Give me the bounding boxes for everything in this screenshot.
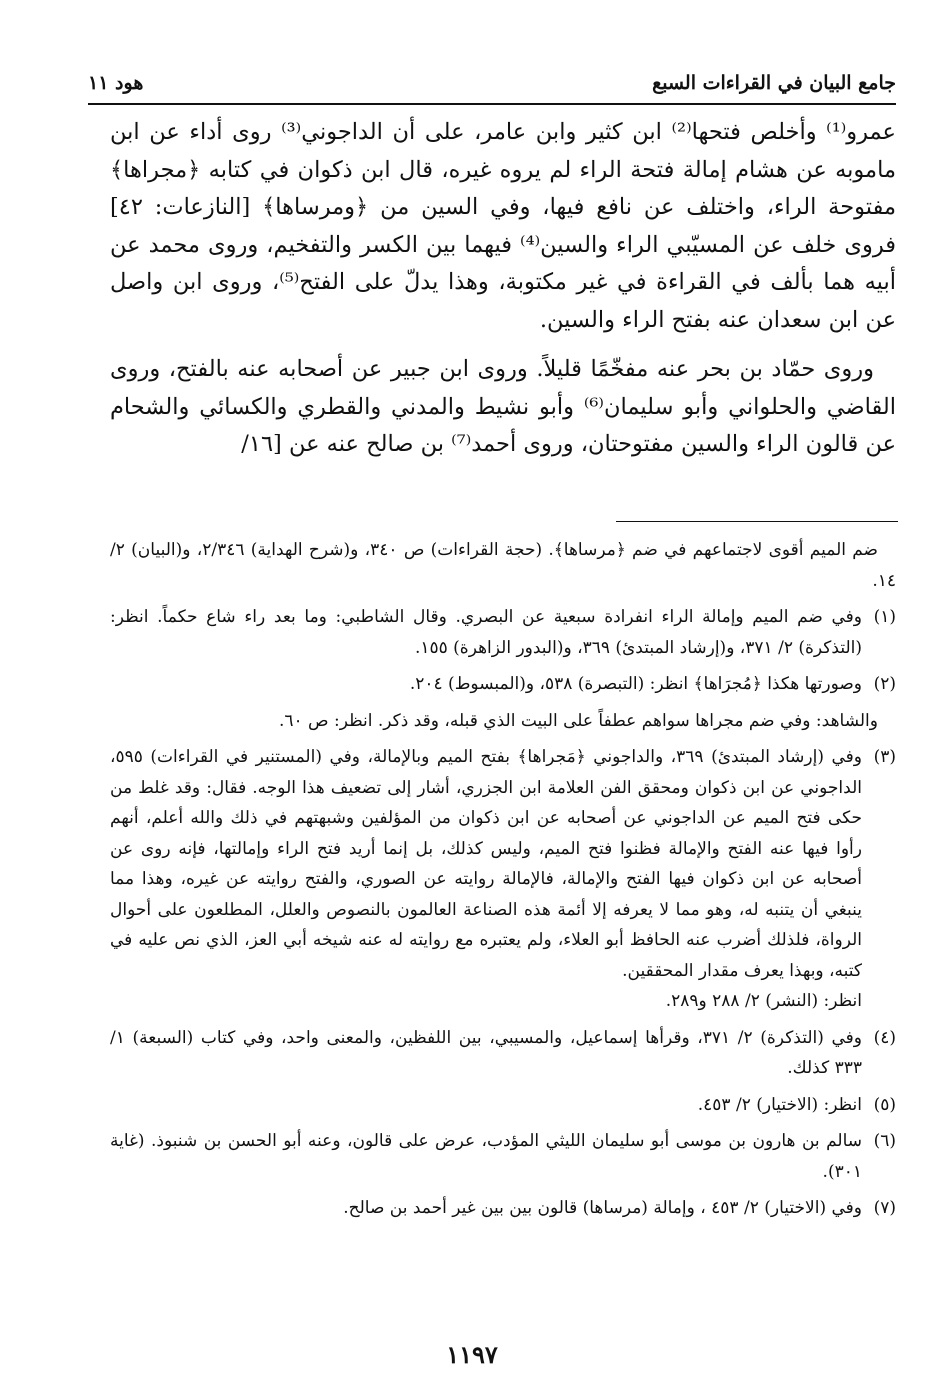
footnote-number: (٧): [873, 1198, 896, 1218]
footnote-2-witness: والشاهد: وفي ضم مجراها سواهم عطفاً على البيت الذي قبله، وقد ذكر. انظر: ص ٦٠.: [278, 710, 878, 731]
footnote-5: [110, 1090, 896, 1121]
footnotes: [110, 535, 896, 1230]
footnote-7: [110, 1193, 896, 1224]
page-number: ١١٩٧: [446, 1340, 498, 1369]
footnote-continuation: ضم الميم أقوى لاجتماعهم في ضم ﴿مرساها﴾. (حجة القراءات) ص ٣٤٠، و(شرح الهداية) ٢/٣٤٦، و(البيان) ٢/ ١٤.: [110, 540, 896, 591]
paragraph-2: وروى حمّاد بن بحر عنه مفخّمًا قليلاً. وروى ابن جبير عن أصحابه عنه بالفتح، وروى القاضي والحلواني وأبو سليمان⁽⁶⁾ وأبو نشيط والمدني والقطري والكسائي والشحام عن قالون الراء والسين مفتوحتان، وروى أحمد⁽⁷⁾ بن صالح عنه عن [١٦/: [110, 356, 896, 457]
footnote-text: وفي (إرشاد المبتدئ) ٣٦٩، والداجوني ﴿مَجراها﴾ بفتح الميم وبالإمالة، وفي (المستنير في القراءات) ٥٩٥، الداجوني عن ابن ذكوان ومحقق الفن العلامة ابن الجزري، أشار إلى تضعيف هذا الوجه. فقال: وقد غلط من حكى فتح الميم عن الداجوني عن أصحابه عن ابن ذكوان من المؤلفين وشبهتهم في ذلك والله أعلم، أنهم رأوا فيها عنه الفتح والإمالة فظنوا فتح الميم، وليس كذلك، بل إنما أريد فتح الراء وإمالتها، فإنه روى عن أصحابه عن ابن ذكوان فيها الفتح والإمالة، فالإمالة روايته عن الصوري، والفتح روايته عن غيره، وهذا مما ينبغي أن يتنبه له، وهو مما لا يعرفه إلا أئمة هذه الصناعة العالمون بالنصوص والعلل، المطلعون على أحوال الرواة، فلذلك أضرب عنه الحافظ أبو العلاء، ولم يعتبره مع روايته له عنه شيخه أبي العز، الذي نص عليه في كتبه، وبهذا يعرف مقدار المحققين.: [110, 747, 862, 981]
footnote-4: [110, 1023, 896, 1084]
footnote-3: [110, 742, 896, 1017]
running-header: [88, 66, 896, 100]
footnote-number: (٢): [873, 674, 896, 694]
footnote-text: انظر: (الاختيار) ٢/ ٤٥٣.: [697, 1094, 862, 1115]
footnote-number: (٣): [873, 747, 896, 767]
footnote-reference: انظر: (النشر) ٢/ ٢٨٨ و٢٨٩.: [665, 991, 862, 1011]
footnote-number: (٥): [873, 1094, 896, 1115]
section-label: هود ١١: [88, 72, 144, 94]
footnote-text: وصورتها هكذا ﴿مُجرَاها﴾ انظر: (التبصرة) ٥٣٨، و(المبسوط) ٢٠٤.: [409, 674, 862, 694]
main-text: [110, 114, 896, 464]
footnote-separator: [616, 521, 898, 522]
paragraph-1: عمرو⁽¹⁾ وأخلص فتحها⁽²⁾ ابن كثير وابن عامر، على أن الداجوني⁽³⁾ روى أداء عن ابن ماموبه عن هشام إمالة فتحة الراء لم يروه غيره، قال ابن ذكوان في كتابه ﴿مجراها﴾ مفتوحة الراء، واختلف عن نافع فيها، وفي السين من ﴿ومرساها﴾ [النازعات: ٤٢] فروى خلف عن المسيّبي الراء والسين⁽⁴⁾ فيهما بين الكسر والتفخيم، وروى محمد عن أبيه هما بألف في القراءة في غير مكتوبة، وهذا يدلّ على الفتح⁽⁵⁾، وروى ابن واصل عن ابن سعدان عنه بفتح الراء والسين.: [110, 119, 897, 333]
footnote-1: [110, 602, 896, 663]
book-title: جامع البيان في القراءات السبع: [652, 72, 896, 94]
footnote-number: (٦): [873, 1131, 896, 1151]
footnote-text: سالم بن هارون بن موسى أبو سليمان الليثي المؤدب، عرض على قالون، وعنه أبو الحسن بن شنبوذ. (غاية ٣٠١).: [110, 1131, 862, 1182]
footnote-number: (١): [873, 607, 896, 627]
footnote-6: [110, 1126, 896, 1187]
footnote-number: (٤): [873, 1027, 896, 1048]
footnote-text: وفي ضم الميم وإمالة الراء انفرادة سبعية عن البصري. وقال الشاطبي: وما بعد راء شاع حكماً. انظر: (التذكرة) ٢/ ٣٧١، و(إرشاد المبتدئ) ٣٦٩، و(البدور الزاهرة) ١٥٥.: [110, 607, 862, 658]
footnote-text: وفي (الاختيار) ٢/ ٤٥٣ ، وإمالة (مرساها) قالون بين بين غير أحمد بن صالح.: [343, 1198, 862, 1218]
header-rule: [88, 103, 896, 105]
footnote-2: [110, 669, 896, 700]
footnote-text: وفي (التذكرة) ٢/ ٣٧١، وقرأها إسماعيل، والمسيبي، بين اللفظين، والمعنى واحد، وفي كتاب (السبعة) ١/ ٣٣٣ كذلك.: [110, 1027, 862, 1078]
